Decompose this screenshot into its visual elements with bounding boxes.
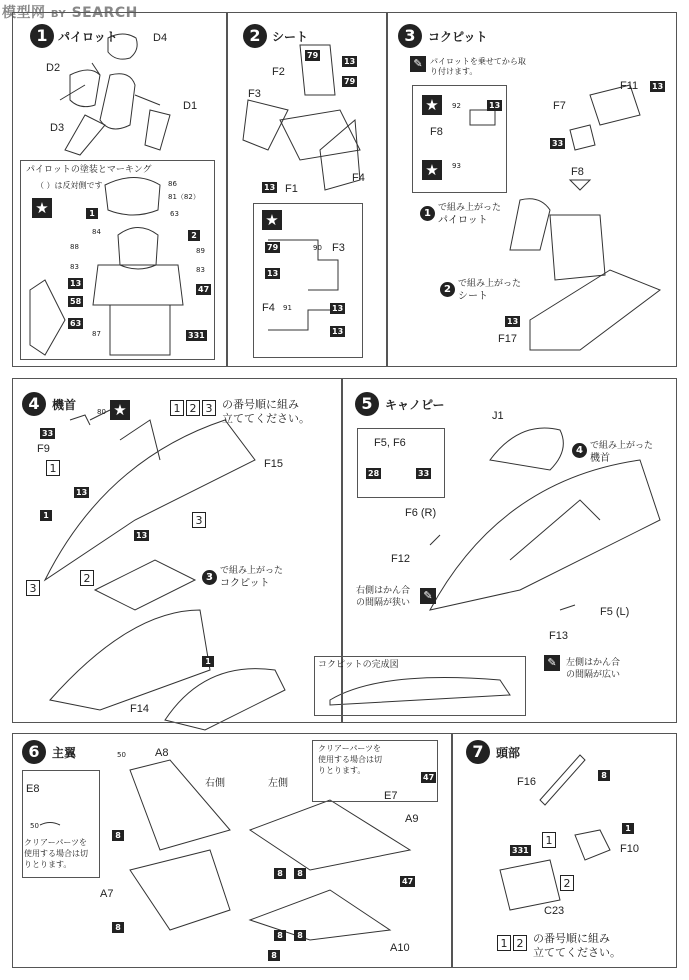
part-label: J1 xyxy=(492,410,504,422)
step-ref-text: で組み上がった xyxy=(438,203,502,213)
decal-star-icon: ★ xyxy=(422,160,442,180)
part-label: A9 xyxy=(405,813,419,825)
fit-note-left: 左側はかん合 xyxy=(566,658,621,668)
part-label: F4 xyxy=(262,302,275,314)
part-label: A8 xyxy=(155,747,169,759)
clear-part-note: りとります。 xyxy=(318,766,366,775)
step-title-head: 頭部 xyxy=(496,746,521,760)
color-number: 93 xyxy=(452,162,461,170)
part-label: D2 xyxy=(46,62,61,74)
part-label: A7 xyxy=(100,888,114,900)
order-box: 2 xyxy=(186,400,200,416)
color-box: 8 xyxy=(274,868,286,879)
color-box: 79 xyxy=(267,243,279,252)
color-box: 13 xyxy=(344,57,356,66)
part-label: F3 xyxy=(248,88,261,100)
color-box: 63 xyxy=(70,319,82,328)
paint-note: （ ）は反対側です xyxy=(36,181,103,190)
color-box: 33 xyxy=(552,139,564,148)
color-box: 331 xyxy=(512,846,529,855)
color-box: 8 xyxy=(294,868,306,879)
step-title-cockpit: コクピット xyxy=(428,30,488,44)
paint-brush-icon: ✎ xyxy=(410,56,426,72)
color-box: 8 xyxy=(112,922,124,933)
order-box: 2 xyxy=(80,570,94,586)
step-ref-circle: 1 xyxy=(420,206,435,221)
part-label: D4 xyxy=(153,32,168,44)
watermark-logo: 模型网 xyxy=(2,5,46,21)
color-box: 1 xyxy=(86,208,98,219)
order-text: 立ててください。 xyxy=(533,946,621,959)
part-label: F11 xyxy=(620,80,639,92)
step-number-5: 5 xyxy=(355,392,379,416)
part-label: C23 xyxy=(544,905,565,917)
color-box: 13 xyxy=(264,183,276,192)
part-label: F2 xyxy=(272,66,285,78)
fit-note-right: の間隔が狭い xyxy=(356,598,411,608)
step-number-4: 4 xyxy=(22,392,46,416)
part-label: D1 xyxy=(183,100,198,112)
cockpit-complete-title: コクピットの完成図 xyxy=(318,660,399,670)
part-label: A10 xyxy=(390,942,410,954)
color-box: 8 xyxy=(274,930,286,941)
color-number: 84 xyxy=(92,228,101,236)
color-box: 13 xyxy=(332,327,344,336)
left-side-label: 左側 xyxy=(268,778,288,789)
step-ref-text: 機首 xyxy=(590,453,610,464)
clear-part-note: クリアーパーツを xyxy=(24,838,88,847)
part-label: F17 xyxy=(498,333,517,345)
part-label: F5 (L) xyxy=(600,606,630,618)
step-ref-text: シート xyxy=(458,291,488,302)
color-number: 83 xyxy=(70,263,79,271)
color-box: 8 xyxy=(112,830,124,841)
paint-brush-icon: ✎ xyxy=(420,588,436,604)
step-ref-text: パイロット xyxy=(438,215,488,226)
color-number: 87 xyxy=(92,330,101,338)
part-label: F13 xyxy=(549,630,568,642)
part-label: F15 xyxy=(264,458,283,470)
order-box: 1 xyxy=(170,400,184,416)
cockpit-note: パイロットを乗せてから取り付けます。 xyxy=(430,57,526,76)
color-number: 90 xyxy=(313,244,322,252)
right-side-label: 右側 xyxy=(205,778,225,789)
part-label: F16 xyxy=(517,776,536,788)
color-box: 13 xyxy=(332,304,344,313)
part-label: E7 xyxy=(384,790,398,802)
order-box: 3 xyxy=(202,400,216,416)
color-box: 13 xyxy=(489,101,501,110)
part-label: E8 xyxy=(26,783,40,795)
color-box: 47 xyxy=(423,773,435,782)
step-title-canopy: キャノピー xyxy=(385,398,445,412)
color-box: 79 xyxy=(307,51,319,60)
clear-part-note: 使用する場合は切 xyxy=(24,849,88,858)
part-label: D3 xyxy=(50,122,65,134)
step-title-pilot: パイロット xyxy=(58,30,118,44)
color-number: 50 xyxy=(117,751,126,759)
watermark-site: SEARCH xyxy=(71,5,138,21)
color-box: 1 xyxy=(622,823,634,834)
step-ref-circle: 3 xyxy=(202,570,217,585)
step-title-nose: 機首 xyxy=(52,398,77,412)
order-box: 1 xyxy=(46,460,60,476)
color-number: 88 xyxy=(70,243,79,251)
order-box: 1 xyxy=(542,832,556,848)
color-box: 1 xyxy=(202,656,214,667)
color-box: 2 xyxy=(188,230,200,241)
decal-star-icon: ★ xyxy=(262,210,282,230)
order-text: の番号順に組み xyxy=(533,932,610,945)
decal-star-icon: ★ xyxy=(422,95,442,115)
color-box: 33 xyxy=(418,469,430,478)
fit-note-right: 右側はかん合 xyxy=(356,586,411,596)
order-box: 1 xyxy=(497,935,511,951)
panel-nose xyxy=(12,378,342,723)
step-title-main-wing: 主翼 xyxy=(52,746,77,760)
part-label: F1 xyxy=(285,183,298,195)
part-label: F9 xyxy=(37,443,50,455)
color-box: 8 xyxy=(598,770,610,781)
part-label: F8 xyxy=(430,126,443,138)
color-box: 28 xyxy=(368,469,380,478)
color-box: 13 xyxy=(70,279,82,288)
part-label: F6 (R) xyxy=(405,507,437,519)
paint-title: パイロットの塗装とマーキング xyxy=(26,165,152,175)
color-box: 58 xyxy=(70,297,82,306)
part-label: F10 xyxy=(620,843,639,855)
step-ref-text: で組み上がった xyxy=(590,441,654,451)
color-box: 1 xyxy=(40,510,52,521)
clear-part-note: りとります。 xyxy=(24,860,72,869)
color-box: 13 xyxy=(267,269,279,278)
color-number: 83 xyxy=(196,266,205,274)
color-number: 63 xyxy=(170,210,179,218)
step-ref-text: コクピット xyxy=(220,578,270,589)
color-box: 13 xyxy=(652,82,664,91)
step-number-1: 1 xyxy=(30,24,54,48)
step-number-2: 2 xyxy=(243,24,267,48)
step-ref-text: で組み上がった xyxy=(220,566,284,576)
part-label: F8 xyxy=(571,166,584,178)
order-box: 3 xyxy=(192,512,206,528)
color-number: 81（82） xyxy=(168,193,200,201)
step-number-6: 6 xyxy=(22,740,46,764)
color-number: 86 xyxy=(168,180,177,188)
order-text: の番号順に組み xyxy=(222,398,299,411)
color-number: 89 xyxy=(196,247,205,255)
step-ref-circle: 4 xyxy=(572,443,587,458)
step-number-3: 3 xyxy=(398,24,422,48)
color-box: 33 xyxy=(42,429,54,438)
part-label: F12 xyxy=(391,553,410,565)
order-box: 3 xyxy=(26,580,40,596)
color-box: 8 xyxy=(294,930,306,941)
color-box: 13 xyxy=(136,531,148,540)
clear-part-note: 使用する場合は切 xyxy=(318,755,382,764)
part-label: F3 xyxy=(332,242,345,254)
decal-star-icon: ★ xyxy=(32,198,52,218)
color-box: 47 xyxy=(402,877,414,886)
order-box: 2 xyxy=(560,875,574,891)
color-number: 91 xyxy=(283,304,292,312)
part-label: F4 xyxy=(352,172,365,184)
order-box: 2 xyxy=(513,935,527,951)
color-box: 8 xyxy=(268,950,280,961)
paint-brush-icon: ✎ xyxy=(544,655,560,671)
color-box: 13 xyxy=(507,317,519,326)
step-title-seat: シート xyxy=(272,30,309,44)
part-label: F7 xyxy=(553,100,566,112)
step-ref-circle: 2 xyxy=(440,282,455,297)
color-number: 50 xyxy=(30,822,39,830)
color-box: 47 xyxy=(198,285,210,294)
fit-note-left: の間隔が広い xyxy=(566,670,621,680)
clear-part-note: クリアーパーツを xyxy=(318,744,382,753)
color-number: 80 xyxy=(97,408,106,416)
step-ref-text: で組み上がった xyxy=(458,279,522,289)
step-number-7: 7 xyxy=(466,740,490,764)
color-box: 13 xyxy=(76,488,88,497)
color-number: 92 xyxy=(452,102,461,110)
watermark: 模型网 BY SEARCH xyxy=(2,5,138,21)
color-box: 331 xyxy=(188,331,205,340)
decal-star-icon: ★ xyxy=(110,400,130,420)
color-box: 79 xyxy=(344,77,356,86)
part-label: F14 xyxy=(130,703,149,715)
part-label: F5, F6 xyxy=(374,437,406,449)
order-text: 立ててください。 xyxy=(222,412,310,425)
